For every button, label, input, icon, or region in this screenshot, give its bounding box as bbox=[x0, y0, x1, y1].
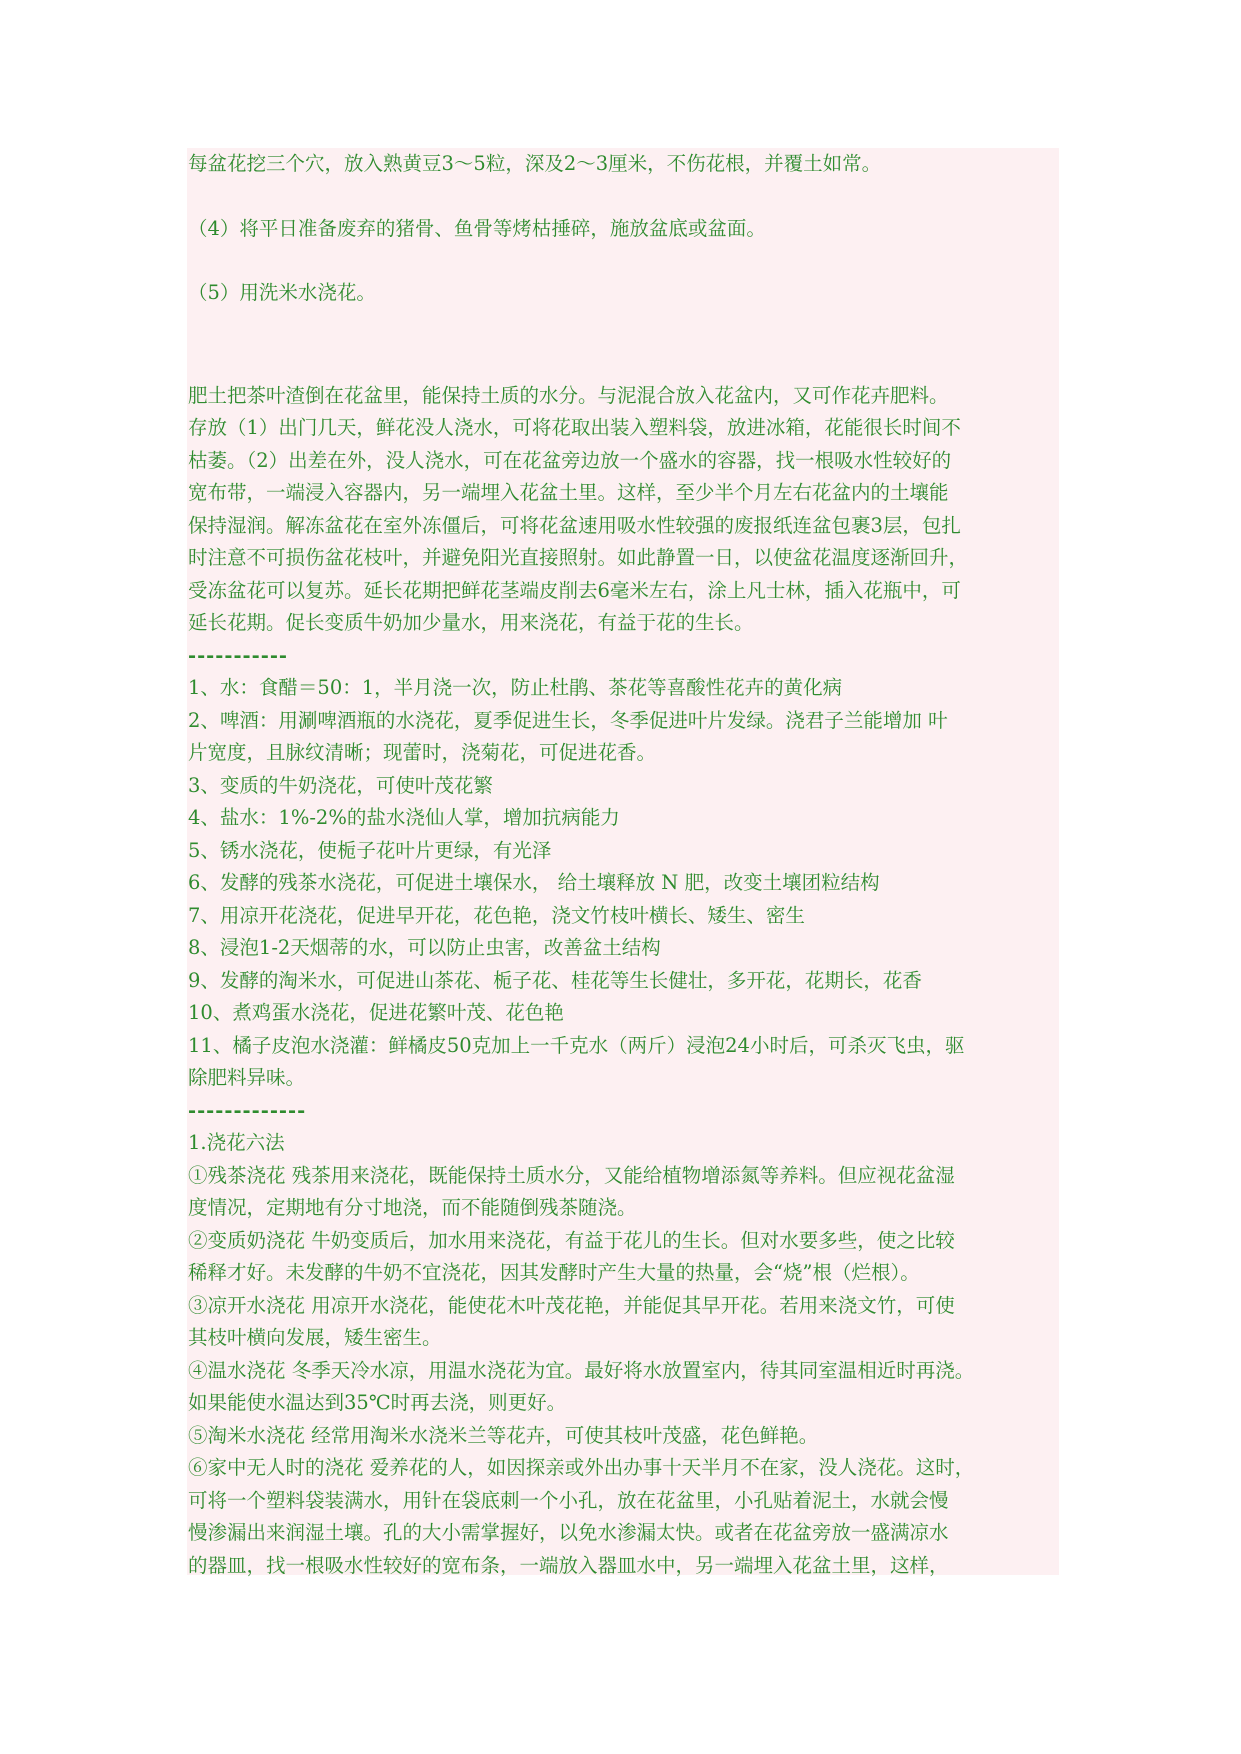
list-item: 3、变质的牛奶浇花，可使叶茂花繁 bbox=[188, 773, 493, 797]
list-item: 1、水：食醋＝50：1，半月浇一次，防止杜鹃、茶花等喜酸性花卉的黄化病 bbox=[188, 676, 843, 699]
method-line: 慢渗漏出来润湿土壤。孔的大小需掌握好，以免水渗漏太快。或者在花盆旁放一盛满凉水 bbox=[188, 1521, 949, 1544]
text-line: 存放（1）出门几天，鲜花没人浇水，可将花取出装入塑料袋，放进冰箱，花能很长时间不 bbox=[188, 416, 961, 439]
list-item: 5、锈水浇花，使栀子花叶片更绿，有光泽 bbox=[188, 838, 552, 862]
text-line: 宽布带，一端浸入容器内，另一端埋入花盆土里。这样，至少半个月左右花盆内的土壤能 bbox=[188, 481, 949, 504]
paragraph-step-4: （4）将平日准备废弃的猪骨、鱼骨等烤枯捶碎，施放盆底或盆面。 bbox=[188, 216, 766, 240]
list-item: 7、用凉开花浇花，促进早开花，花色艳，浇文竹枝叶横长、矮生、密生 bbox=[188, 903, 805, 927]
list-item: 6、发酵的残茶水浇花，可促进土壤保水， 给土壤释放 N 肥，改变土壤团粒结构 bbox=[188, 871, 880, 894]
method-line: ⑥家中无人时的浇花 爱养花的人，如因探亲或外出办事十天半月不在家，没人浇花。这时， bbox=[188, 1456, 975, 1479]
divider: ------------- bbox=[188, 1098, 307, 1122]
text-line: 枯萎。（2）出差在外，没人浇水，可在花盆旁边放一个盛水的容器，找一根吸水性较好的 bbox=[188, 448, 952, 472]
divider: ----------- bbox=[188, 643, 289, 667]
method-line: 如果能使水温达到35℃时再去浇，则更好。 bbox=[188, 1391, 567, 1414]
paragraph-step-5: （5）用洗米水浇花。 bbox=[188, 281, 376, 304]
section-title: 1.浇花六法 bbox=[188, 1131, 285, 1154]
list-item: 11、橘子皮泡水浇灌：鲜橘皮50克加上一千克水（两斤）浸泡24小时后，可杀灭飞虫，驱 bbox=[188, 1033, 965, 1057]
method-line: 可将一个塑料袋装满水，用针在袋底刺一个小孔，放在花盆里，小孔贴着泥土，水就会慢 bbox=[188, 1488, 949, 1512]
list-item: 除肥料异味。 bbox=[188, 1066, 306, 1089]
list-item: 9、发酵的淘米水，可促进山茶花、栀子花、桂花等生长健壮，多开花，花期长，花香 bbox=[188, 968, 922, 992]
text-line: 受冻盆花可以复苏。延长花期把鲜花茎端皮削去6毫米左右，涂上凡士林，插入花瓶中，可 bbox=[188, 578, 961, 602]
method-line: 度情况，定期地有分寸地浇，而不能随倒残茶随浇。 bbox=[188, 1196, 637, 1219]
method-line: ⑤淘米水浇花 经常用淘米水浇米兰等花卉，可使其枝叶茂盛，花色鲜艳。 bbox=[188, 1423, 819, 1447]
paragraph-huangdou: 每盆花挖三个穴，放入熟黄豆3～5粒，深及2～3厘米，不伤花根，并覆土如常。 bbox=[188, 152, 882, 175]
list-item: 4、盐水：1%-2%的盐水浇仙人掌，增加抗病能力 bbox=[188, 806, 620, 829]
tips-paragraph bbox=[188, 380, 1059, 640]
list-item: 8、浸泡1-2天烟蒂的水，可以防止虫害，改善盆土结构 bbox=[188, 936, 661, 959]
method-line: 稀释才好。未发酵的牛奶不宜浇花，因其发酵时产生大量的热量，会“烧”根（烂根）。 bbox=[188, 1261, 920, 1284]
method-line: ②变质奶浇花 牛奶变质后，加水用来浇花，有益于花儿的生长。但对水要多些，使之比较 bbox=[188, 1228, 955, 1252]
method-line: 的器皿，找一根吸水性较好的宽布条，一端放入器皿水中，另一端埋入花盆土里，这样， bbox=[188, 1553, 949, 1577]
method-line: ③凉开水浇花 用凉开水浇花，能使花木叶茂花艳，并能促其早开花。若用来浇文竹，可使 bbox=[188, 1293, 955, 1317]
methods-list bbox=[188, 1160, 1059, 1583]
list-item: 片宽度，且脉纹清晰；现蕾时，浇菊花，可促进花香。 bbox=[188, 741, 657, 764]
text-line: 保持湿润。解冻盆花在室外冻僵后，可将花盆速用吸水性较强的废报纸连盆包裹3层，包扎 bbox=[188, 513, 961, 537]
text-line: 延长花期。促长变质牛奶加少量水，用来浇花，有益于花的生长。 bbox=[188, 611, 754, 634]
method-line: ①残茶浇花 残茶用来浇花，既能保持土质水分，又能给植物增添氮等养料。但应视花盆湿 bbox=[188, 1163, 955, 1187]
method-line: 其枝叶横向发展，矮生密生。 bbox=[188, 1326, 442, 1349]
text-line: 肥土把茶叶渣倒在花盆里，能保持土质的水分。与泥混合放入花盆内，又可作花卉肥料。 bbox=[188, 383, 949, 407]
content-block bbox=[187, 148, 1059, 1575]
list-item: 10、煮鸡蛋水浇花，促进花繁叶茂、花色艳 bbox=[188, 1001, 564, 1024]
method-line: ④温水浇花 冬季天冷水凉，用温水浇花为宜。最好将水放置室内，待其同室温相近时再浇。 bbox=[188, 1358, 975, 1382]
numbered-list bbox=[188, 672, 1059, 1095]
text-line: 时注意不可损伤盆花枝叶，并避免阳光直接照射。如此静置一日，以使盆花温度逐渐回升， bbox=[188, 546, 969, 569]
list-item: 2、啤酒：用涮啤酒瓶的水浇花，夏季促进生长，冬季促进叶片发绿。浇君子兰能增加 叶 bbox=[188, 708, 948, 732]
